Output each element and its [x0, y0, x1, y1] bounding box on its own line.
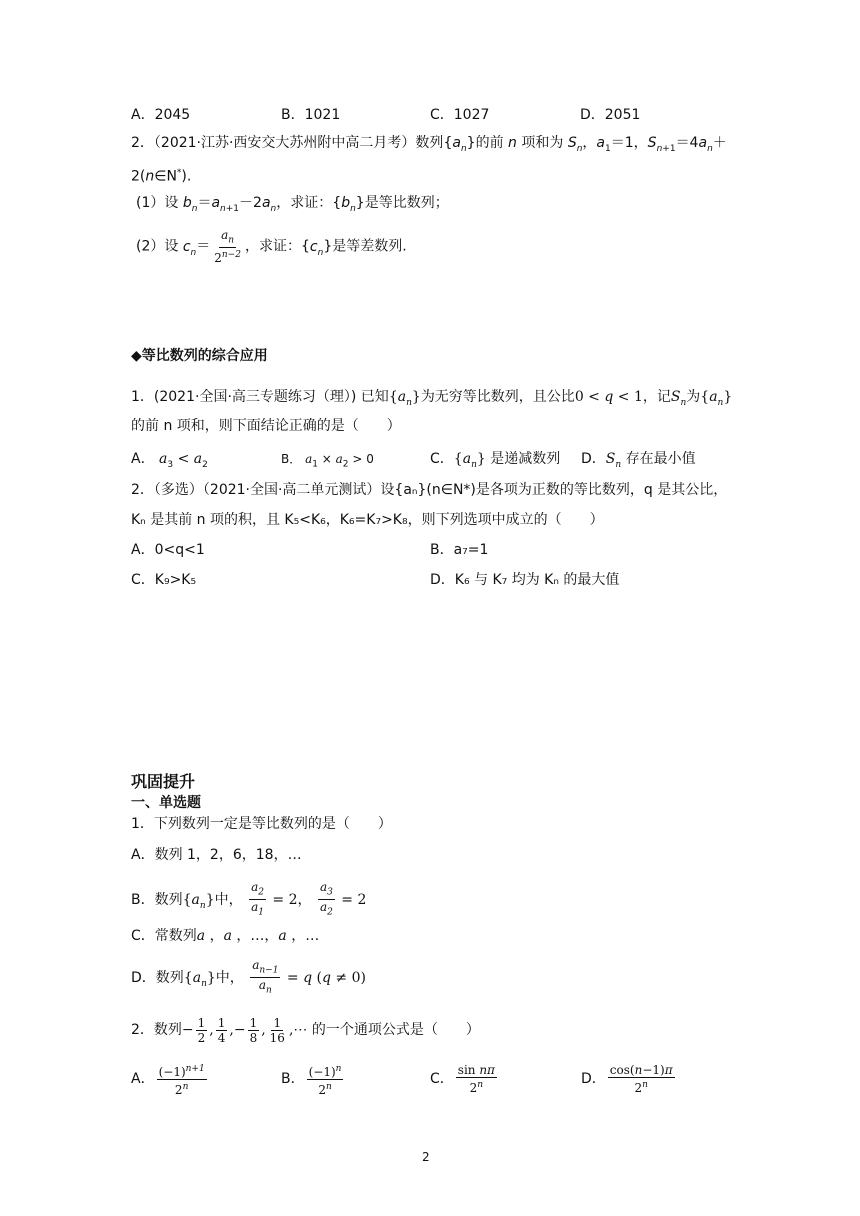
q2-part2: (2）设 $c_n=$ $\frac{a_n}{2^{n-2}}$ ，求证：$\{c_n\}$是等差数列.: [136, 228, 407, 266]
s2-q2-opt-d: D． $\frac{\cos(n-1)\pi}{2^n}$: [581, 1063, 673, 1095]
section-title: ◆等比数列的综合应用: [131, 348, 268, 364]
section-subheading: 一、单选题: [131, 795, 201, 811]
option-c: C．1027: [430, 107, 490, 123]
s1-q2-opt-c: C．K₉>K₅: [131, 572, 197, 588]
option-d: D．2051: [580, 107, 641, 123]
s1-q1-opt-b: B． $a_1 \times a_2 > 0$: [281, 452, 374, 470]
s1-q1-opt-c: C．$\{a_n\}$ 是递减数列: [430, 451, 561, 470]
option-b: B．1021: [281, 107, 341, 123]
s1-q1-line2: 的前 n 项和，则下面结论正确的是（ ）: [131, 418, 401, 434]
s2-q1-opt-c: C．常数列a ，a ，…，a ，…: [131, 928, 320, 944]
s2-q2: 2．数列− $\frac{1}{2}$ , $\frac{1}{4}$ ,− $\frac{1}{8}$ , $\frac{1}{16}$ ,⋯ 的一个通项公式是（ ）: [131, 1015, 480, 1045]
q2-line2: 2(n∈N*).: [131, 168, 192, 185]
s2-q1-opt-a: A．数列 1，2，6，18，…: [131, 847, 302, 863]
s1-q1-opt-a: A． $a_3 < a_2$: [131, 451, 208, 470]
s2-q2-opt-a: A． $\frac{(-1)^{n+1}}{2^n}$: [131, 1063, 205, 1097]
s2-q1: 1．下列数列一定是等比数列的是（ ）: [131, 816, 392, 832]
s1-q2-opt-d: D．K₆ 与 K₇ 均为 Kₙ 的最大值: [430, 572, 620, 588]
q2-part1: (1）设 $b_n=a_{n+1}-2a_n$，求证：$\{b_n\}$是等比数列；: [136, 195, 449, 214]
s1-q2-opt-b: B．a₇=1: [430, 542, 489, 558]
s2-q1-opt-b: B．数列$\{a_n\}$中， $\frac{a_2}{a_1}$ = 2， $\frac{a_3}{a_2}$ = 2: [131, 880, 367, 918]
s1-q2-line1: 2．（多选）（2021·全国·高二单元测试）设{aₙ}(n∈N*)是各项为正数的等比数列，q 是其公比，: [131, 482, 728, 498]
s1-q1-opt-d: D．$S_n$ 存在最小值: [581, 451, 696, 470]
s1-q1-line1: 1．(2021·全国·高三专题练习（理）) 已知$\{a_n\}$为无穷等比数列，且公比0 < q < 1，记$S_n$为$\{a_n\}$: [131, 389, 733, 408]
s1-q2-opt-a: A．0<q<1: [131, 542, 205, 558]
s2-q1-opt-d: D．数列$\{a_n\}$中， $\frac{a_{n-1}}{a_n}$ = q (q ≠ 0): [131, 958, 366, 996]
page-number: 2: [422, 1150, 430, 1164]
s2-q2-opt-b: B． $\frac{(-1)^n}{2^n}$: [281, 1063, 342, 1097]
s1-q2-line2: Kₙ 是其前 n 项的积，且 K₅<K₆，K₆=K₇>K₈，则下列选项中成立的（ ）: [131, 512, 604, 528]
option-a: A．2045: [131, 107, 191, 123]
q2-line1: 2．（2021·江苏·西安交大苏州附中高二月考）数列$\{a_n\}$的前 n 项和为 $S_n$，$a_1=1$，$S_{n+1}=4a_n+$: [131, 135, 727, 154]
s2-q2-opt-c: C． $\frac{\text{sin nπ}}{2^n}$: [430, 1063, 495, 1095]
section-heading: 巩固提升: [131, 772, 196, 791]
